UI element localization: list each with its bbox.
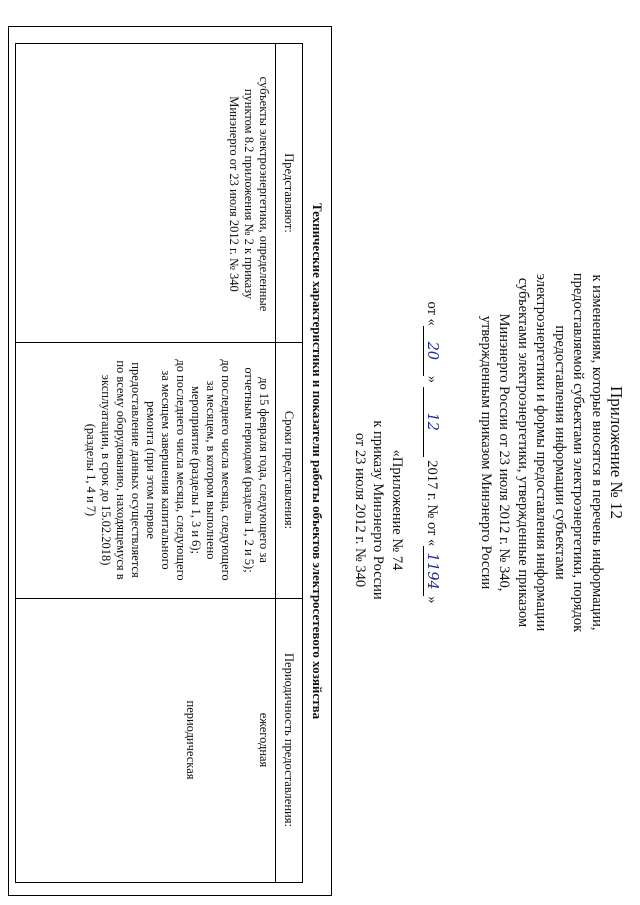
appendix-title: Приложение № 12 xyxy=(607,386,626,519)
handwritten-day: 20 xyxy=(423,326,440,376)
header-when: Сроки представления: xyxy=(282,410,296,530)
cell-when: до 15 февраля года, следующего за отчетным периодом (разделы 1, 2 и 5); до последнего числа месяца, следующего за месяцем, в котором выполнено мероприятие (разделы 1, 3 и 6); до последнего числа месяца, следующего за месяцем завершения капитального ремонта (при этом первое предоставление данных осуществляется по всему оборудованию, находящемуся в эксплуатации, в срок до 15.02.2018) (разделы 1, 4 и 7) xyxy=(84,359,271,581)
info-table xyxy=(15,43,303,883)
cell-who: субъекты электроэнергетики, определенные пунктом 8.2 приложения № 2 к приказу Минэнерго от 23 июля 2012 г. № 340 xyxy=(227,76,271,312)
description-line: предоставляемой субъектами электроэнергетики, порядок xyxy=(570,272,587,633)
handwritten-number: 1194 xyxy=(423,546,440,596)
appendix-74-date: от 23 июля 2012 г. № 340 xyxy=(352,432,368,588)
appendix-74-block xyxy=(351,300,407,720)
table-frame xyxy=(8,26,332,896)
appendix-74-order: к приказу Минэнерго России xyxy=(370,420,387,600)
description-line: предоставления информации субъектами xyxy=(552,325,568,580)
description-line: электроэнергетики и формы предоставления информации xyxy=(533,273,550,632)
description-line: субъектами электроэнергетики, утвержденные приказом xyxy=(515,277,531,628)
appendix-74-title: «Приложение № 74 xyxy=(389,449,405,571)
order-date-line: от «20» 12 2017 г. № от «1194» xyxy=(424,301,440,604)
header-who: Представляют: xyxy=(282,153,296,233)
description-line: утвержденным приказом Минэнерго России xyxy=(478,315,494,590)
cell-period-annual: ежегодная xyxy=(257,712,271,768)
cell-period-periodic: периодическая xyxy=(184,700,198,780)
handwritten-month: 12 xyxy=(423,387,440,457)
appendix-description xyxy=(477,0,607,905)
description-line: к изменениям, которые вносятся в перечень информации, xyxy=(589,274,605,631)
table-title: Технические характеристики и показатели работы объектов электросетевого хозяйства xyxy=(310,202,325,720)
header-periodicity: Периодичность предоставления: xyxy=(282,653,296,827)
description-line: Минэнерго России от 23 июля 2012 г. № 340, xyxy=(496,313,513,592)
